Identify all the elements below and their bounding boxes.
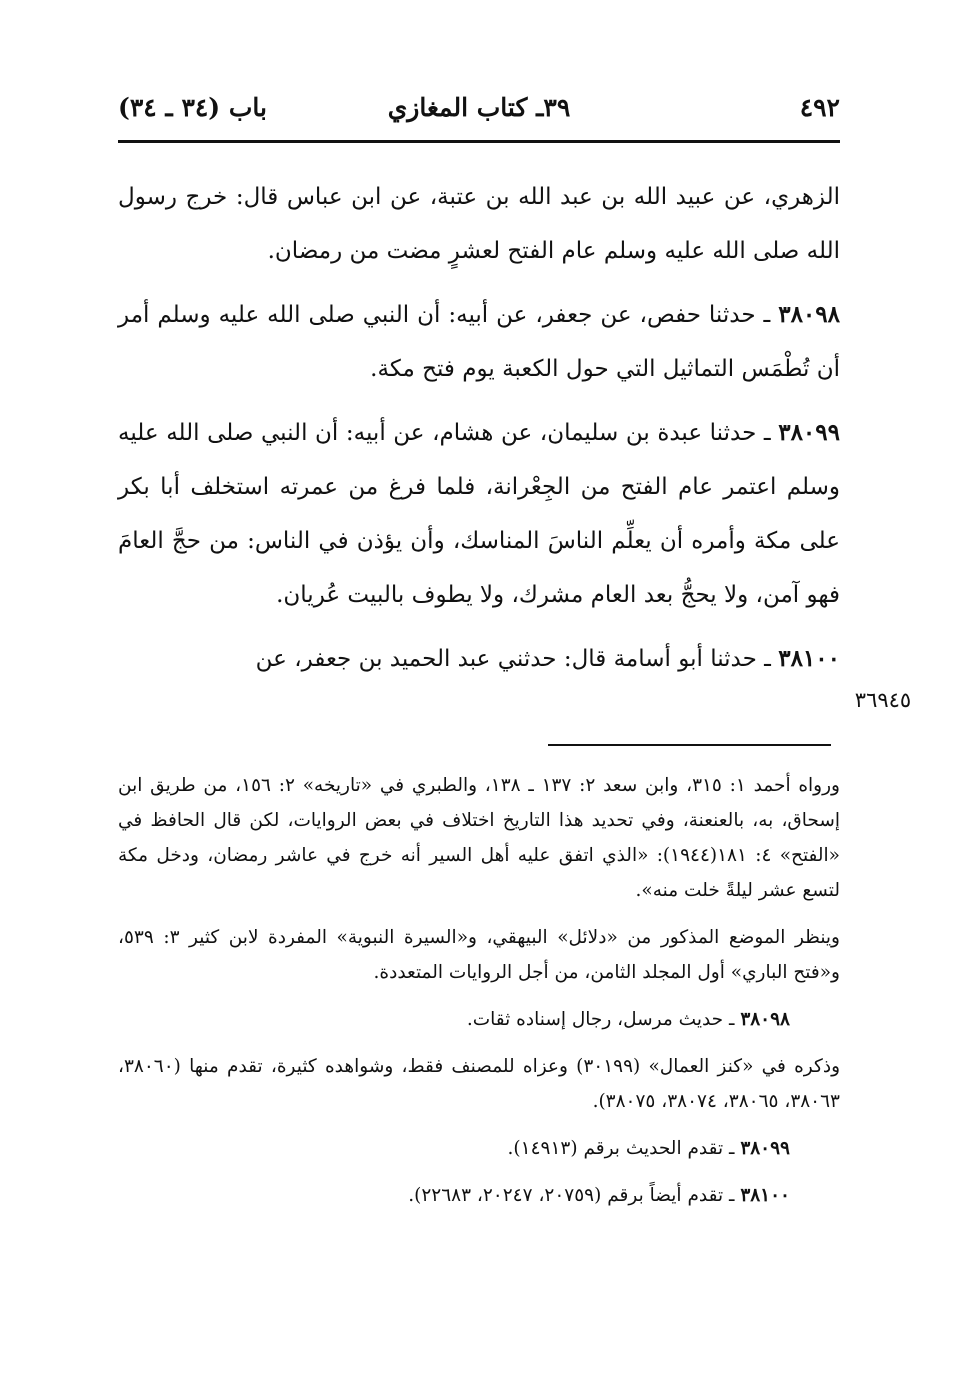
hadith-number: ٣٨١٠٠ [778, 645, 840, 672]
footnote-text: ـ تقدم أيضاً برقم (٢٠٧٥٩، ٢٠٢٤٧، ٢٢٦٨٣). [408, 1185, 741, 1206]
paragraph-text: الزهري، عن عبيد الله بن عبد الله بن عتبة، عن ابن عباس قال: خرج رسول الله صلى الله عليه وسلم عام الفتح لعشرٍ مضت من رمضان. [118, 184, 840, 264]
paragraph [118, 288, 840, 396]
footnote-text: ـ حديث مرسل، رجال إسناده ثقات. [466, 1009, 741, 1030]
chapter-label: باب (٣٤ ـ ٣٤) [118, 93, 267, 122]
footnote [118, 1049, 840, 1119]
footnote [118, 920, 840, 990]
footnote-text: وينظر الموضع المذكور من «دلائل» البيهقي، و«السيرة النبوية» المفردة لابن كثير ٣: ٥٣٩، و«فتح الباري» أول المجلد الثامن، من أجل الروايات المتعددة. [118, 927, 840, 983]
footnote [118, 768, 840, 908]
hadith-number: ٣٨٠٩٨ [778, 301, 840, 328]
main-text [118, 170, 840, 696]
footnote-text: ـ تقدم الحديث برقم (١٤٩١٣). [507, 1138, 741, 1159]
header-rule [118, 140, 840, 143]
paragraph-text: ـ حدثنا حفص، عن جعفر، عن أبيه: أن النبي صلى الله عليه وسلم أمر أن تُطْمَس التماثيل التي حول الكعبة يوم فتح مكة. [118, 302, 840, 382]
page-number: ٤٩٢ [799, 93, 840, 122]
paragraph [118, 632, 840, 686]
paragraph [118, 406, 840, 622]
margin-reference-number: ٣٦٩٤٥ [854, 688, 912, 712]
paragraph [118, 170, 840, 278]
footnote-number: ٣٨١٠٠ [740, 1185, 790, 1206]
footnote-text: ورواه أحمد ١: ٣١٥، وابن سعد ٢: ١٣٧ ـ ١٣٨، والطبري في «تاريخه» ٢: ١٥٦، من طريق ابن إسحاق، به، بالعنعنة، وفي تحديد هذا التاريخ اختلاف في بعض الروايات، لكن قال الحافظ في «الفتح» ٤: ١٨١(١٩٤٤): «الذي اتفق عليه أهل السير أنه خرج في عاشر رمضان، ودخل مكة لتسع عشر ليلةً خلت منه». [118, 775, 840, 901]
footnote-rule [548, 744, 831, 746]
footnote [118, 1178, 840, 1213]
book-title: ٣٩ـ كتاب المغازي [387, 93, 571, 122]
footnote [118, 1002, 840, 1037]
footnote-number: ٣٨٠٩٩ [740, 1138, 790, 1159]
footnote [118, 1131, 840, 1166]
hadith-number: ٣٨٠٩٩ [778, 419, 840, 446]
running-header [118, 88, 840, 134]
paragraph-text: ـ حدثنا أبو أسامة قال: حدثني عبد الحميد بن جعفر، عن [255, 646, 779, 672]
footnotes [118, 768, 840, 1225]
footnote-number: ٣٨٠٩٨ [740, 1009, 790, 1030]
footnote-text: وذكره في «كنز العمال» (٣٠١٩٩) وعزاه للمصنف فقط، وشواهده كثيرة، تقدم منها (٣٨٠٦٠، ٣٨٠٦٣، ٣٨٠٦٥، ٣٨٠٧٤، ٣٨٠٧٥). [118, 1056, 840, 1112]
paragraph-text: ـ حدثنا عبدة بن سليمان، عن هشام، عن أبيه: أن النبي صلى الله عليه وسلم اعتمر عام الفتح من الجِعْرانة، فلما فرغ من عمرته استخلف أبا بكر على مكة وأمره أن يعلِّم الناسَ المناسك، وأن يؤذن في الناس: من حجَّ العامَ فهو آمن، ولا يحجُّ بعد العام مشرك، ولا يطوف بالبيت عُريان. [118, 420, 840, 608]
